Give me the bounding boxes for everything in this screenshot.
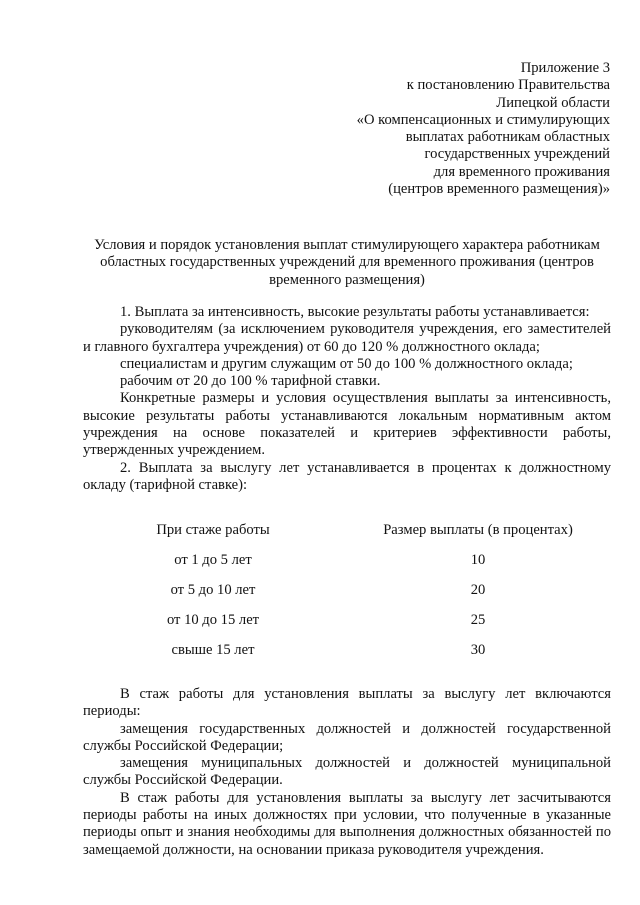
table-cell: 25 <box>470 612 486 628</box>
table-header-cell: Размер выплаты (в процентах) <box>383 522 573 538</box>
annex-line: выплатах работникам областных <box>405 129 610 146</box>
title-line: областных государственных учреждений для временного проживания (центров <box>100 254 594 271</box>
title-line: Условия и порядок установления выплат стимулирующего характера работникам <box>94 237 600 253</box>
document-title <box>83 237 611 289</box>
paragraph: рабочим от 20 до 100 % тарифной ставки. <box>120 373 381 390</box>
paragraph: руководителям (за исключением руководителя учреждения, его заместителей и главного бухгалтера учреждения) от 60 до 120 % должностного оклада; <box>83 321 611 355</box>
table-row <box>83 642 611 672</box>
annex-line: Приложение 3 <box>520 60 610 76</box>
annex-line: Липецкой области <box>496 94 610 111</box>
table-row <box>83 552 611 582</box>
table-header-row <box>83 522 611 552</box>
table-header-cell: При стаже работы <box>156 522 270 538</box>
paragraph: специалистам и другим служащим от 50 до 100 % должностного оклада; <box>120 355 573 372</box>
title-line: временного размещения) <box>269 271 425 288</box>
table-cell: 10 <box>470 552 486 568</box>
paragraph: замещения муниципальных должностей и должностей муниципальной службы Российской Федерации. <box>83 755 611 789</box>
annex-line: к постановлению Правительства <box>406 77 610 94</box>
table-row <box>83 612 611 642</box>
table-row <box>83 582 611 612</box>
annex-line: для временного проживания <box>433 163 610 180</box>
annex-line: (центров временного размещения)» <box>388 181 610 198</box>
annex-line: «О компенсационных и стимулирующих <box>356 111 610 128</box>
table-cell: от 5 до 10 лет <box>170 582 256 598</box>
paragraph: Конкретные размеры и условия осуществления выплаты за интенсивность, высокие результаты работы устанавливаются локальным нормативным актом учреждения на основе показателей и критериев эффективности работы, утвержденных учреждением. <box>83 390 611 459</box>
paragraph: В стаж работы для установления выплаты за выслугу лет засчитываются периоды работы на иных должностях при условии, что полученные в указанные периоды опыт и знания необходимы для выполнения должностных обязанностей по замещаемой должности, на основании приказа руководителя учреждения. <box>83 789 611 858</box>
annex-header <box>250 60 610 198</box>
table-cell: от 1 до 5 лет <box>174 552 252 568</box>
paragraph: 1. Выплата за интенсивность, высокие результаты работы устанавливается: <box>120 304 590 320</box>
section-2 <box>83 686 611 859</box>
paragraph: В стаж работы для установления выплаты за выслугу лет включаются периоды: <box>83 686 611 720</box>
paragraph: замещения государственных должностей и должностей государственной службы Российской Федерации; <box>83 720 611 754</box>
table-cell: 30 <box>470 642 486 658</box>
annex-line: государственных учреждений <box>424 146 610 163</box>
seniority-table <box>83 522 611 672</box>
table-cell: 20 <box>470 582 486 598</box>
paragraph: 2. Выплата за выслугу лет устанавливается в процентах к должностному окладу (тарифной ставке): <box>83 459 611 493</box>
section-1 <box>83 304 611 494</box>
table-cell: от 10 до 15 лет <box>166 612 260 628</box>
table-cell: свыше 15 лет <box>171 642 255 658</box>
